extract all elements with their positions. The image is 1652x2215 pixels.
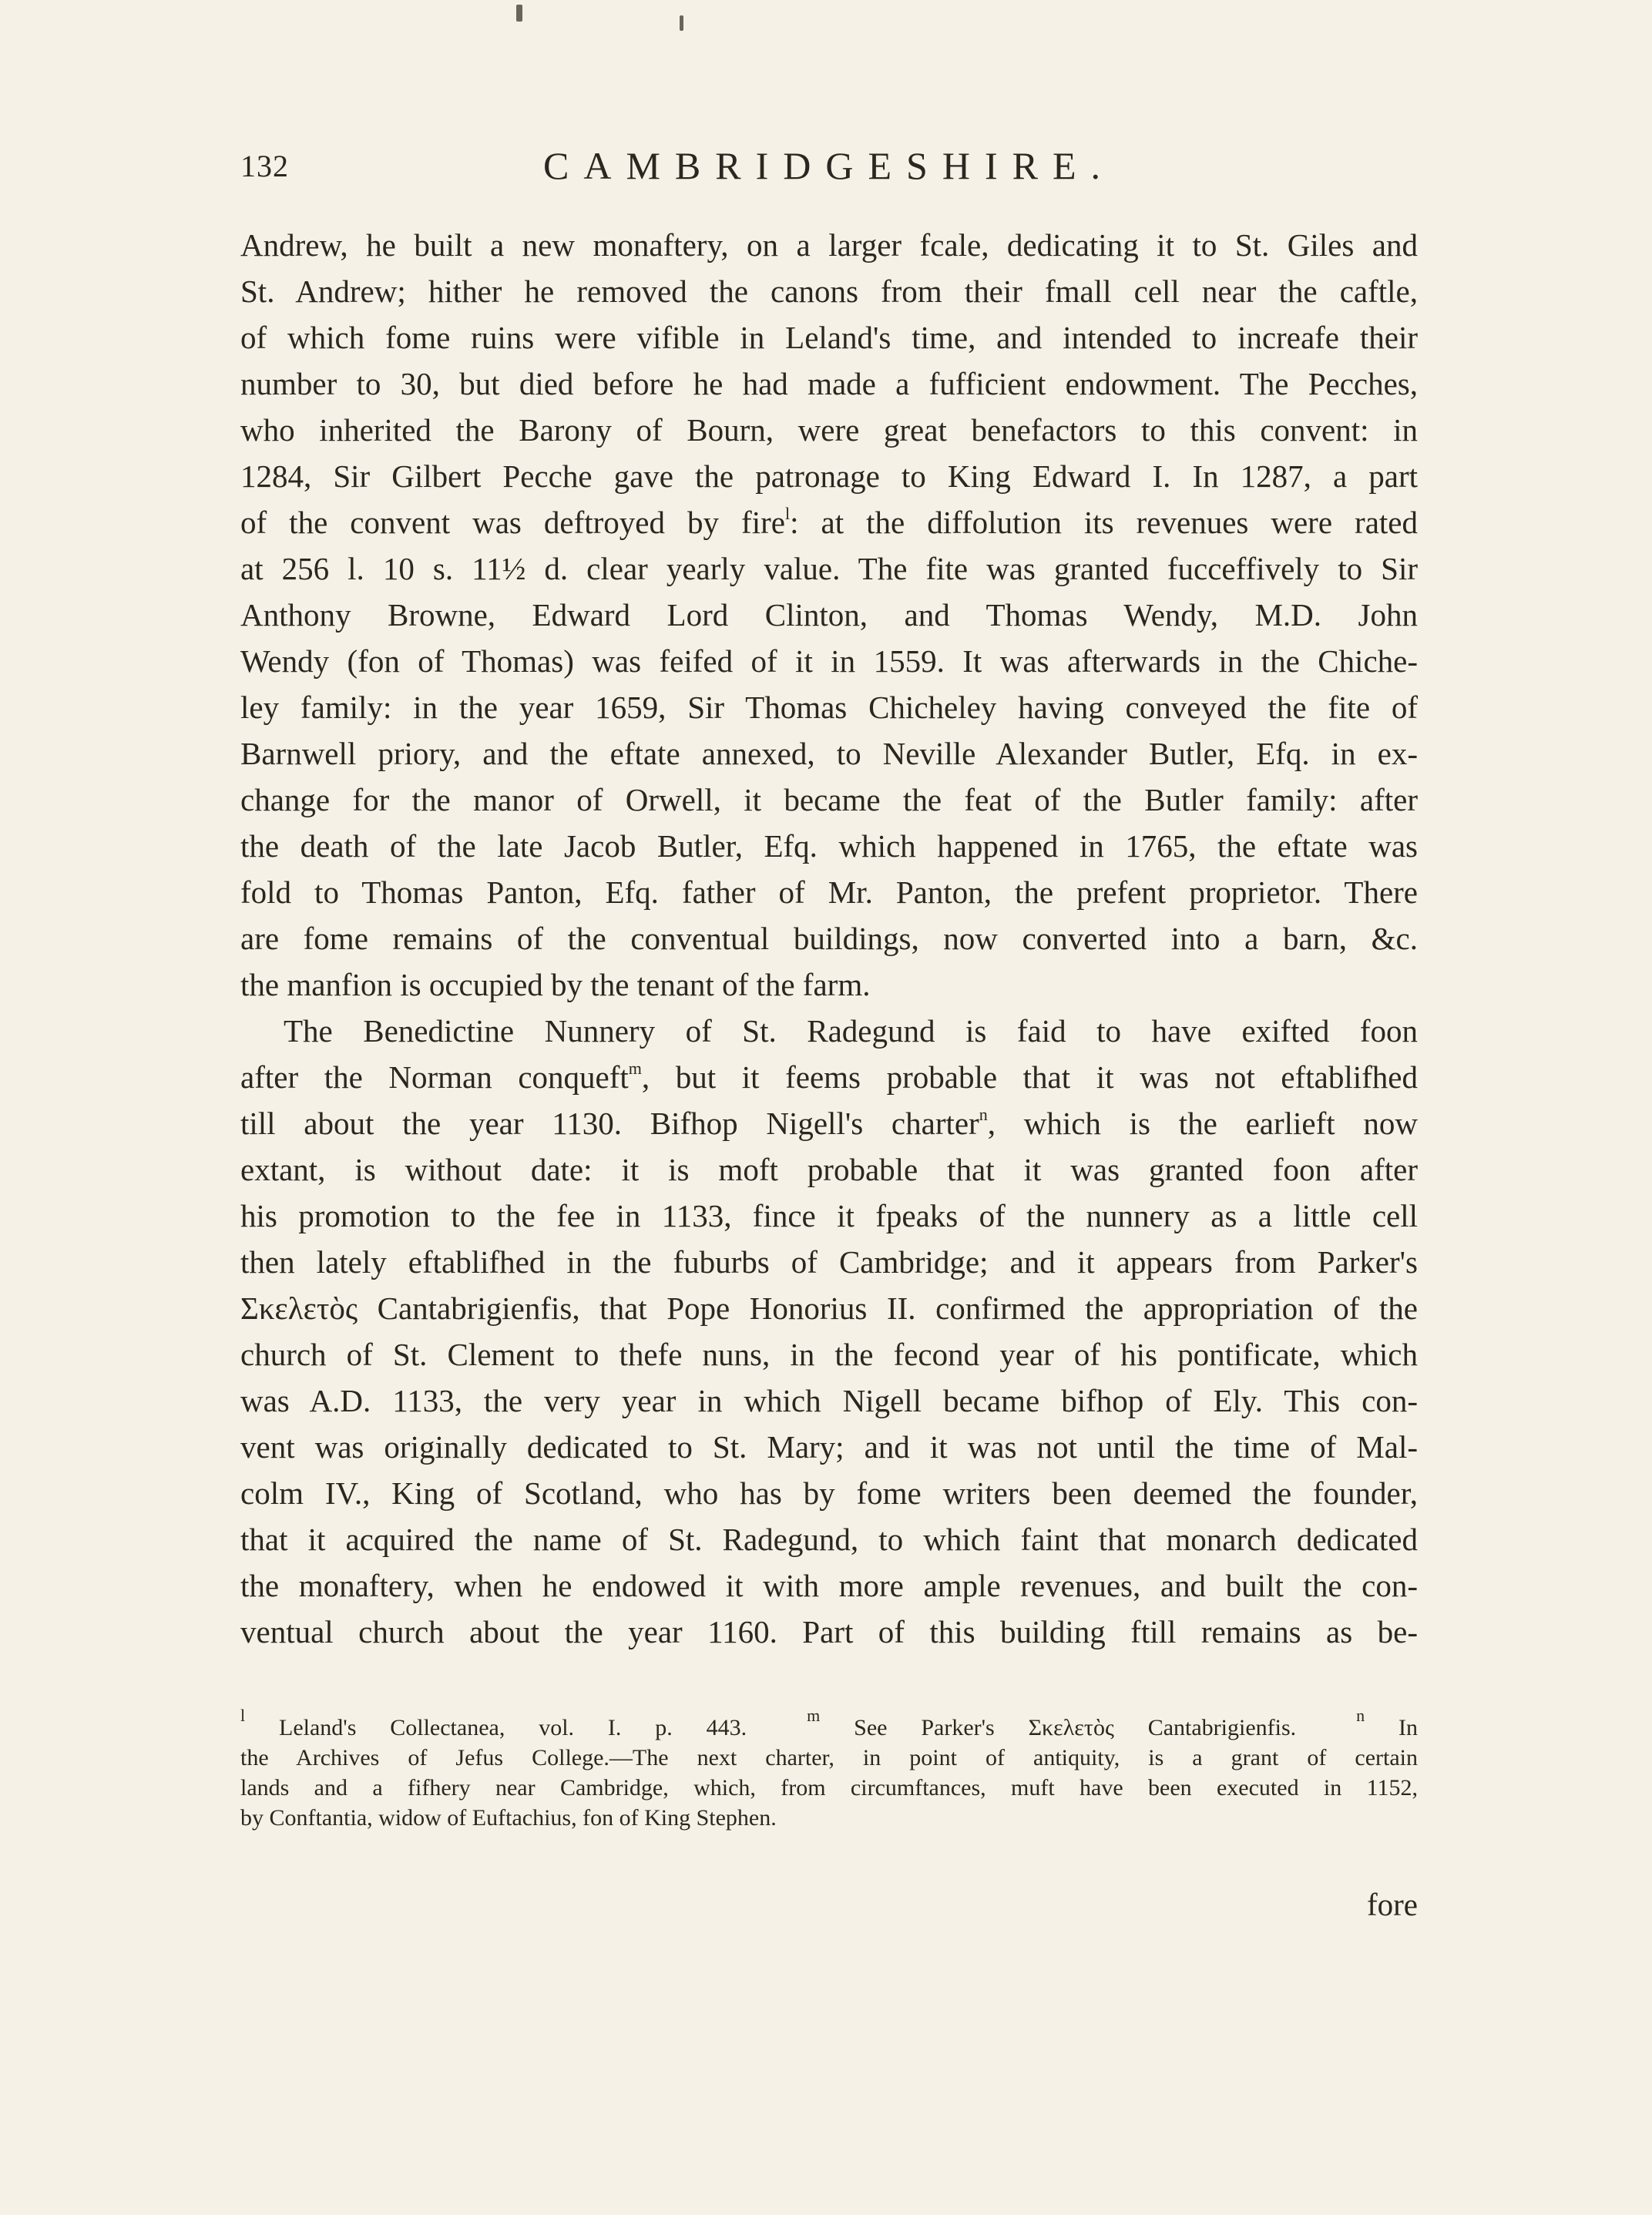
text-line: number to 30, but died before he had made a fufficient endowment. The Pecches, xyxy=(240,366,1418,401)
text-line: was A.D. 1133, the very year in which Nigell became bifhop of Ely. This con- xyxy=(240,1383,1418,1418)
page-number: 132 xyxy=(240,149,289,183)
footnote-ref: n xyxy=(979,1105,988,1124)
text-line: the monaftery, when he endowed it with more ample revenues, and built the con- xyxy=(240,1568,1418,1603)
text-line: that it acquired the name of St. Radegund, to which faint that monarch dedicated xyxy=(240,1522,1418,1557)
text-line xyxy=(240,1100,1418,1146)
text-line: at 256 l. 10 s. 11½ d. clear yearly value. The fite was granted fucceffively to Sir xyxy=(240,551,1418,586)
text-line: vent was originally dedicated to St. Mary; and it was not until the time of Mal- xyxy=(240,1429,1418,1465)
text-line: The Benedictine Nunnery of St. Radegund is faid to have exifted foon xyxy=(284,1013,1418,1049)
text-line: ventual church about the year 1160. Part of this building ftill remains as be- xyxy=(240,1614,1418,1650)
footnote-marker: m xyxy=(807,1706,821,1725)
text-line: Σκελετὸς Cantabrigienfis, that Pope Honorius II. confirmed the appropriation of the xyxy=(240,1290,1418,1326)
footnote-line: lands and a fifhery near Cambridge, which, from circumftances, muft have been executed in 1152, xyxy=(240,1775,1418,1801)
text-line: who inherited the Barony of Bourn, were great benefactors to this convent: in xyxy=(240,412,1418,448)
footnote-marker: l xyxy=(240,1706,246,1725)
text-segment: , which is the earlieft now xyxy=(987,1106,1418,1141)
text-line: Barnwell priory, and the eftate annexed, to Neville Alexander Butler, Efq. in ex- xyxy=(240,736,1418,771)
main-text xyxy=(240,222,1418,1655)
text-line: the death of the late Jacob Butler, Efq. which happened in 1765, the eftate was xyxy=(240,828,1418,864)
text-line: Anthony Browne, Edward Lord Clinton, and Thomas Wendy, M.D. John xyxy=(240,597,1418,633)
text-line: change for the manor of Orwell, it became the feat of the Butler family: after xyxy=(240,782,1418,817)
text-segment: of the convent was deftroyed by fire xyxy=(240,505,785,540)
footnote-line xyxy=(240,1706,1419,1743)
text-line: the manfion is occupied by the tenant of the farm. xyxy=(240,967,871,1002)
running-title: CAMBRIDGESHIRE. xyxy=(543,144,1115,187)
footnote-line: by Conftantia, widow of Euftachius, fon of King Stephen. xyxy=(240,1805,777,1831)
text-line: St. Andrew; hither he removed the canons from their fmall cell near the caftle, xyxy=(240,274,1418,309)
text-line: ley family: in the year 1659, Sir Thomas Chicheley having conveyed the fite of xyxy=(240,690,1418,725)
ink-speck xyxy=(680,15,683,31)
ink-speck xyxy=(516,5,522,22)
text-segment: : at the diffolution its revenues were rated xyxy=(790,505,1419,540)
text-line: extant, is without date: it is moft probable that it was granted foon after xyxy=(240,1152,1418,1187)
text-line: of which fome ruins were vifible in Leland's time, and intended to increafe their xyxy=(240,320,1418,355)
footnote-line: the Archives of Jefus College.—The next charter, in point of antiquity, is a grant of certain xyxy=(240,1745,1418,1770)
footnote-text: In xyxy=(1398,1715,1419,1740)
footnote-text: Leland's Collectanea, vol. I. p. 443. xyxy=(279,1715,747,1740)
text-line xyxy=(240,1054,1418,1100)
text-line: Andrew, he built a new monaftery, on a larger fcale, dedicating it to St. Giles and xyxy=(240,227,1418,263)
text-line: colm IV., King of Scotland, who has by fome writers been deemed the founder, xyxy=(240,1475,1418,1511)
footnote-ref: l xyxy=(784,504,791,523)
text-line: his promotion to the fee in 1133, fince it fpeaks of the nunnery as a little cell xyxy=(240,1198,1418,1233)
footnote-text: See Parker's Σκελετὸς Cantabrigienfis. xyxy=(854,1715,1297,1740)
page-header xyxy=(240,143,1418,190)
text-line: 1284, Sir Gilbert Pecche gave the patronage to King Edward I. In 1287, a part xyxy=(240,458,1418,494)
text-line: then lately eftablifhed in the fuburbs of Cambridge; and it appears from Parker's xyxy=(240,1244,1418,1280)
text-segment: , but it feems probable that it was not eftablifhed xyxy=(641,1059,1418,1095)
text-line: Wendy (fon of Thomas) was feifed of it in 1559. It was afterwards in the Chiche- xyxy=(240,643,1418,679)
text-line: fold to Thomas Panton, Efq. father of Mr. Panton, the prefent proprietor. There xyxy=(240,874,1418,910)
text-segment: till about the year 1130. Bifhop Nigell's charter xyxy=(240,1106,979,1141)
text-segment: after the Norman conqueft xyxy=(240,1059,629,1095)
text-line: church of St. Clement to thefe nuns, in the fecond year of his pontificate, which xyxy=(240,1337,1418,1372)
footnote-marker: n xyxy=(1356,1706,1365,1725)
text-line: are fome remains of the conventual buildings, now converted into a barn, &c. xyxy=(240,921,1418,956)
footnote-ref: m xyxy=(628,1059,642,1078)
catchword: fore xyxy=(1366,1887,1418,1922)
text-line xyxy=(240,499,1418,545)
footnotes xyxy=(240,1706,1419,1833)
